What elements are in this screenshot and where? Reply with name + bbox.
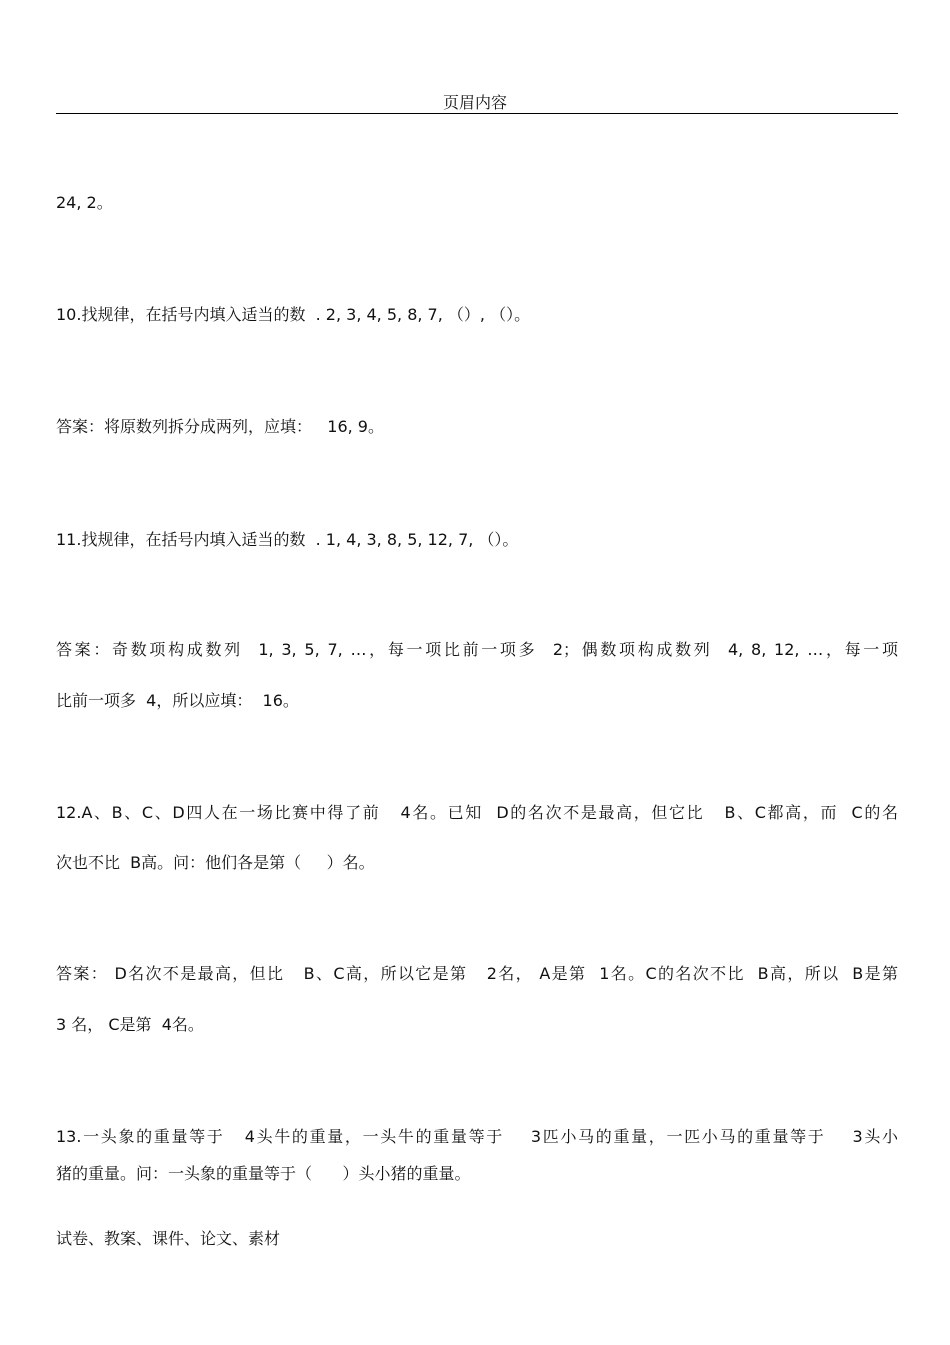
page-header: 页眉内容	[442, 93, 507, 112]
question-13-line-2: 猪的重量。问：一头象的重量等于（ ）头小猪的重量。	[56, 1164, 471, 1183]
answer-11-line-2: 比前一项多 4，所以应填： 16。	[56, 691, 299, 710]
answer-12-line-2: 3 名， C是第 4名。	[56, 1015, 204, 1034]
question-12-line-2: 次也不比 B高。问：他们各是第（ ）名。	[56, 853, 375, 872]
answer-12-line-1: 答案： D名次不是最高，但比 B、C高，所以它是第 2名， A是第 1名。C的名次不比 B高，所以 B是第	[56, 964, 898, 983]
question-12-line-1: 12.A、B、C、D四人在一场比赛中得了前 4名。已知 D的名次不是最高，但它比 B、C都高，而 C的名	[56, 803, 898, 822]
answer-11-line-1: 答案：奇数项构成数列 1, 3, 5, 7, …，每一项比前一项多 2；偶数项构成数列 4, 8, 12, …，每一项	[56, 640, 898, 659]
text-line-answer-fragment: 24, 2。	[56, 193, 113, 212]
header-divider	[56, 113, 898, 114]
question-11: 11.找规律，在括号内填入适当的数 . 1, 4, 3, 8, 5, 12, 7, （）。	[56, 530, 519, 549]
answer-10: 答案：将原数列拆分成两列，应填： 16, 9。	[56, 417, 384, 436]
page-footer: 试卷、教案、课件、论文、素材	[56, 1229, 281, 1248]
question-13-line-1: 13.一头象的重量等于 4头牛的重量，一头牛的重量等于 3匹小马的重量，一匹小马的重量等于 3头小	[56, 1127, 898, 1146]
question-10: 10.找规律，在括号内填入适当的数 . 2, 3, 4, 5, 8, 7, （）, （）。	[56, 305, 531, 324]
